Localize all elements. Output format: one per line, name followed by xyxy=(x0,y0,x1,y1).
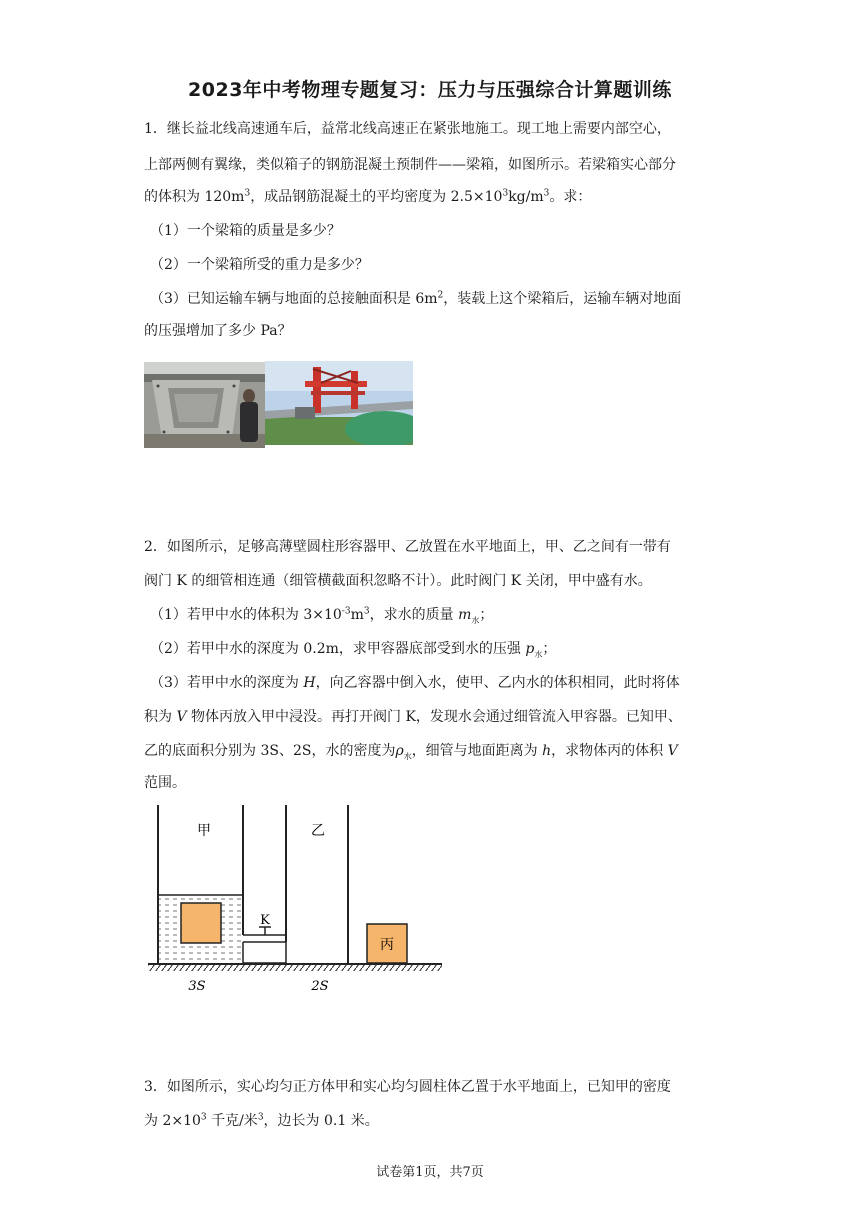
bridge-crane-photo xyxy=(265,361,413,445)
page-title: 2023年中考物理专题复习：压力与压强综合计算题训练 xyxy=(188,79,672,101)
q3-line2: 为 $2\times 10^3$ 千克/米$^3$，边长为 0.1 米。 xyxy=(144,1112,379,1129)
label-jia: 甲 xyxy=(197,823,211,839)
q2-sub1: （1）若甲中水的体积为 $3\times 10^{-3}m^3$，求水的质量 $m_水$； xyxy=(150,606,494,625)
q1-sub3: （3）已知运输车辆与地面的总接触面积是 $6m^2$，装载上这个梁箱后，运输车辆对地面 xyxy=(150,290,682,307)
q2-line1: 2．如图所示，足够高薄壁圆柱形容器甲、乙放置在水平地面上，甲、乙之间有一带有 xyxy=(144,539,671,555)
label-valve-k: K xyxy=(260,913,270,928)
label-3s: 3S xyxy=(188,979,206,994)
page-footer: 试卷第1页，共7页 xyxy=(376,1165,484,1180)
q2-sub3-line3: 乙的底面积分别为 3S、2S，水的密度为$\rho_水$，细管与地面距离为 h，求物体丙的体积 V xyxy=(144,743,678,761)
q1-line2: 上部两侧有翼缘，类似箱子的钢筋混凝土预制件——梁箱，如图所示。若梁箱实心部分 xyxy=(144,157,676,173)
box-girder-photo xyxy=(144,362,265,448)
q2-sub3-line4: 范围。 xyxy=(144,775,186,791)
ground-hatch xyxy=(148,965,442,971)
q2-line2: 阀门 K 的细管相连通（细管横截面积忽略不计）。此时阀门 K 关闭，甲中盛有水。 xyxy=(144,573,652,589)
q1-sub1: （1）一个梁箱的质量是多少？ xyxy=(150,223,341,239)
q2-sub2: （2）若甲中水的深度为 0.2m，求甲容器底部受到水的压强 $p_水$； xyxy=(150,641,557,659)
container-diagram xyxy=(140,800,450,1000)
q1-sub2: （2）一个梁箱所受的重力是多少？ xyxy=(150,257,369,273)
q1-sub3-line2: 的压强增加了多少 Pa？ xyxy=(144,323,292,339)
label-bing: 丙 xyxy=(380,937,394,953)
label-yi: 乙 xyxy=(311,823,325,839)
q2-sub3-line2: 积为 V 物体丙放入甲中浸没。再打开阀门 K，发现水会通过细管流入甲容器。已知甲、 xyxy=(144,709,682,725)
q1-line1: 1．继长益北线高速通车后，益常北线高速正在紧张地施工。现工地上需要内部空心， xyxy=(144,121,671,137)
q1-line3: 的体积为 $120m^3$，成品钢筋混凝土的平均密度为 $2.5\times 10^3kg/m^3$。求： xyxy=(144,188,592,205)
pipe-support-block xyxy=(243,942,286,963)
q2-sub3-line1: （3）若甲中水的深度为 H，向乙容器中倒入水，使甲、乙内水的体积相同，此时将体 xyxy=(150,675,680,691)
q3-line1: 3．如图所示，实心均匀正方体甲和实心均匀圆柱体乙置于水平地面上，已知甲的密度 xyxy=(144,1079,671,1095)
label-2s: 2S xyxy=(311,979,329,994)
object-in-jia xyxy=(181,903,221,943)
